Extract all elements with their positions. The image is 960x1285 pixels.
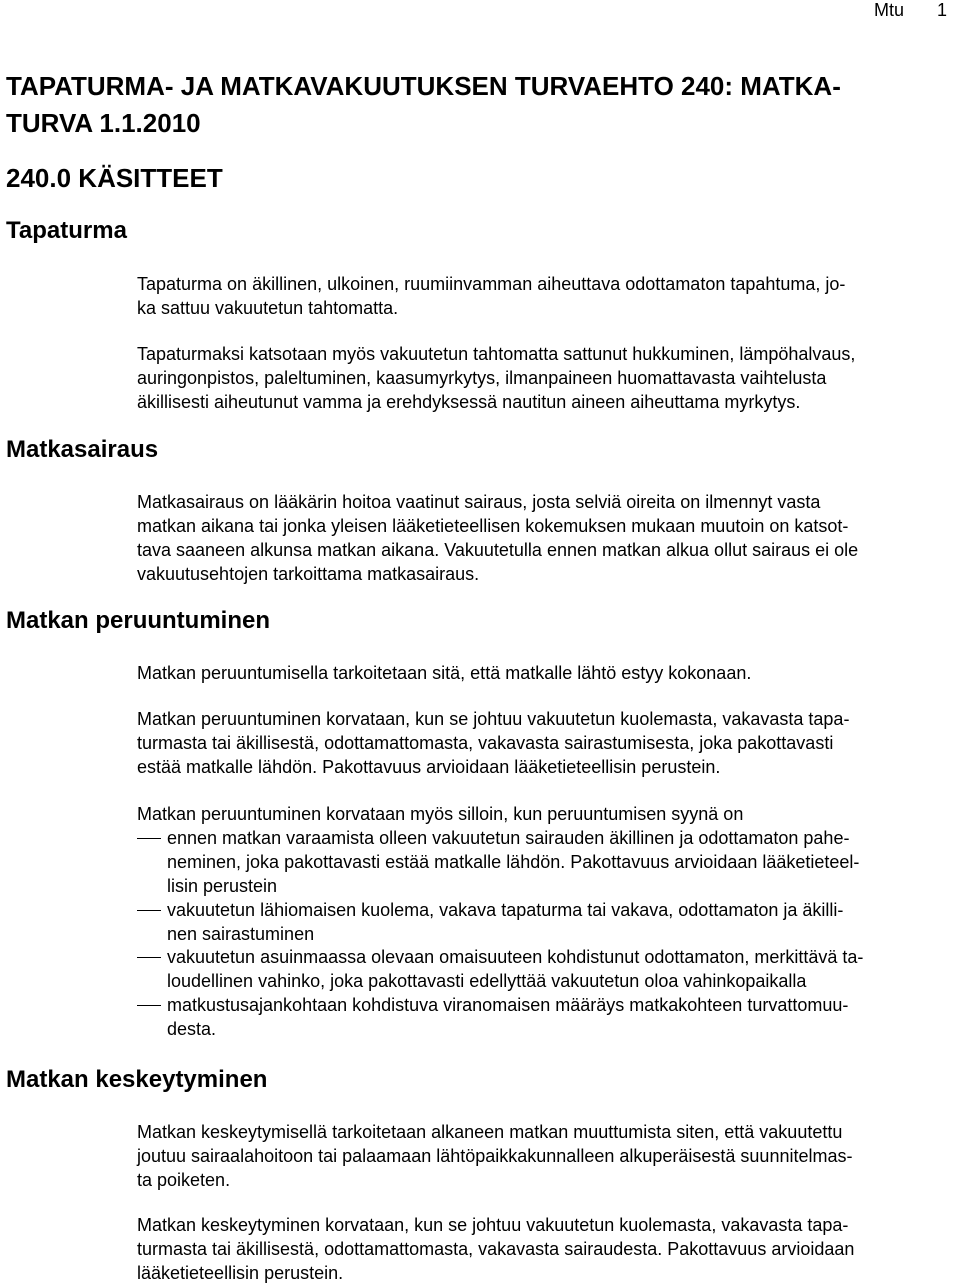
peruuntuminen-paragraph-2: [137, 707, 959, 779]
text-line: Matkasairaus on lääkärin hoitoa vaatinut sairaus, josta selviä oireita on ilmennyt vasta: [137, 492, 821, 512]
text-line: estää matkalle lähdön. Pakottavuus arvioidaan lääketieteellisin perustein.: [137, 757, 721, 777]
section-heading: 240.0 KÄSITTEET: [6, 163, 223, 193]
keskeytyminen-paragraph-2: [137, 1213, 959, 1285]
text-line: loudellinen vahinko, joka pakottavasti edellyttää vakuutetun oloa vahinkopaikalla: [167, 971, 807, 991]
text-line: Matkan peruuntumisella tarkoitetaan sitä, että matkalle lähtö estyy kokonaan.: [137, 663, 752, 683]
text-line: Matkan keskeytymisellä tarkoitetaan alkaneen matkan muuttumista siten, että vakuutettu: [137, 1122, 843, 1142]
text-line: desta.: [167, 1019, 217, 1039]
tapaturma-paragraph-1: [137, 272, 959, 320]
text-line: ka sattuu vakuutetun tahtomatta.: [137, 298, 399, 318]
text-line: Matkan peruuntuminen korvataan myös silloin, kun peruuntumisen syynä on: [137, 804, 744, 824]
list-item: [167, 945, 959, 993]
text-line: lisin perustein: [167, 876, 278, 896]
tapaturma-paragraph-2: [137, 342, 959, 414]
text-line: neminen, joka pakottavasti estää matkalle lähdön. Pakottavuus arvioidaan lääketieteel-: [167, 852, 860, 872]
text-line: tava saaneen alkunsa matkan aikana. Vakuutetulla ennen matkan alkua ollut sairaus ei ole: [137, 540, 859, 560]
text-line: matkan aikana tai jonka yleisen lääketieteellisen kokemuksen mukaan muutoin on katsot-: [137, 516, 849, 536]
text-line: turmasta tai äkillisestä, odottamattomasta, vakavasta sairastumisesta, joka pakottavasti: [137, 733, 834, 753]
list-dash: [137, 910, 161, 911]
header-label: Mtu: [874, 0, 905, 20]
text-line: vakuutusehtojen tarkoittama matkasairaus.: [137, 564, 480, 584]
list-dash: [137, 957, 161, 958]
text-line: turmasta tai äkillisestä, odottamattomasta, vakavasta sairaudesta. Pakottavuus arvioidaan: [137, 1239, 855, 1259]
list-item: [167, 826, 959, 898]
text-line: vakuutetun lähiomaisen kuolema, vakava tapaturma tai vakava, odottamaton ja äkilli-: [167, 900, 844, 920]
text-line: vakuutetun asuinmaassa olevaan omaisuuteen kohdistunut odottamaton, merkittävä ta-: [167, 947, 864, 967]
heading-tapaturma: Tapaturma: [6, 217, 127, 244]
text-line: joutuu sairaalahoitoon tai palaamaan lähtöpaikkakunnalleen alkuperäisestä suunnitelmas-: [137, 1146, 853, 1166]
text-line: Matkan peruuntuminen korvataan, kun se johtuu vakuutetun kuolemasta, vakavasta tapa-: [137, 709, 850, 729]
text-line: nen sairastuminen: [167, 924, 315, 944]
text-line: auringonpistos, paleltuminen, kaasumyrkytys, ilmanpaineen huomattavasta vaihtelusta: [137, 368, 827, 388]
peruuntuminen-paragraph-1: [137, 661, 959, 685]
list-dash: [137, 838, 161, 839]
text-line: Tapaturma on äkillinen, ulkoinen, ruumiinvamman aiheuttava odottamaton tapahtuma, jo-: [137, 274, 846, 294]
heading-peruuntuminen: Matkan peruuntuminen: [6, 607, 271, 634]
title-line-1: TAPATURMA- JA MATKAVAKUUTUKSEN TURVAEHTO 240: MATKA-: [6, 71, 841, 101]
matkasairaus-paragraph: [137, 490, 959, 586]
text-line: lääketieteellisin perustein.: [137, 1263, 344, 1283]
heading-keskeytyminen: Matkan keskeytyminen: [6, 1066, 268, 1093]
title-line-2: TURVA 1.1.2010: [6, 108, 201, 138]
peruuntuminen-paragraph-3: [137, 802, 959, 826]
text-line: ennen matkan varaamista olleen vakuutetun sairauden äkillinen ja odottamaton pahe-: [167, 828, 850, 848]
list-item: [167, 898, 959, 946]
document-title: [6, 68, 956, 142]
text-line: Tapaturmaksi katsotaan myös vakuutetun tahtomatta sattunut hukkuminen, lämpöhalvaus,: [137, 344, 856, 364]
text-line: Matkan keskeytyminen korvataan, kun se johtuu vakuutetun kuolemasta, vakavasta tapa-: [137, 1215, 849, 1235]
list-dash: [137, 1005, 161, 1006]
keskeytyminen-paragraph-1: [137, 1120, 959, 1192]
list-item: [167, 993, 959, 1041]
text-line: äkillisesti aiheutunut vamma ja erehdyksessä nautitun aineen aiheuttama myrkytys.: [137, 392, 801, 412]
text-line: matkustusajankohtaan kohdistuva viranomaisen määräys matkakohteen turvattomuu-: [167, 995, 849, 1015]
page-number: 1: [937, 0, 948, 20]
heading-matkasairaus: Matkasairaus: [6, 436, 159, 463]
text-line: ta poiketen.: [137, 1170, 231, 1190]
